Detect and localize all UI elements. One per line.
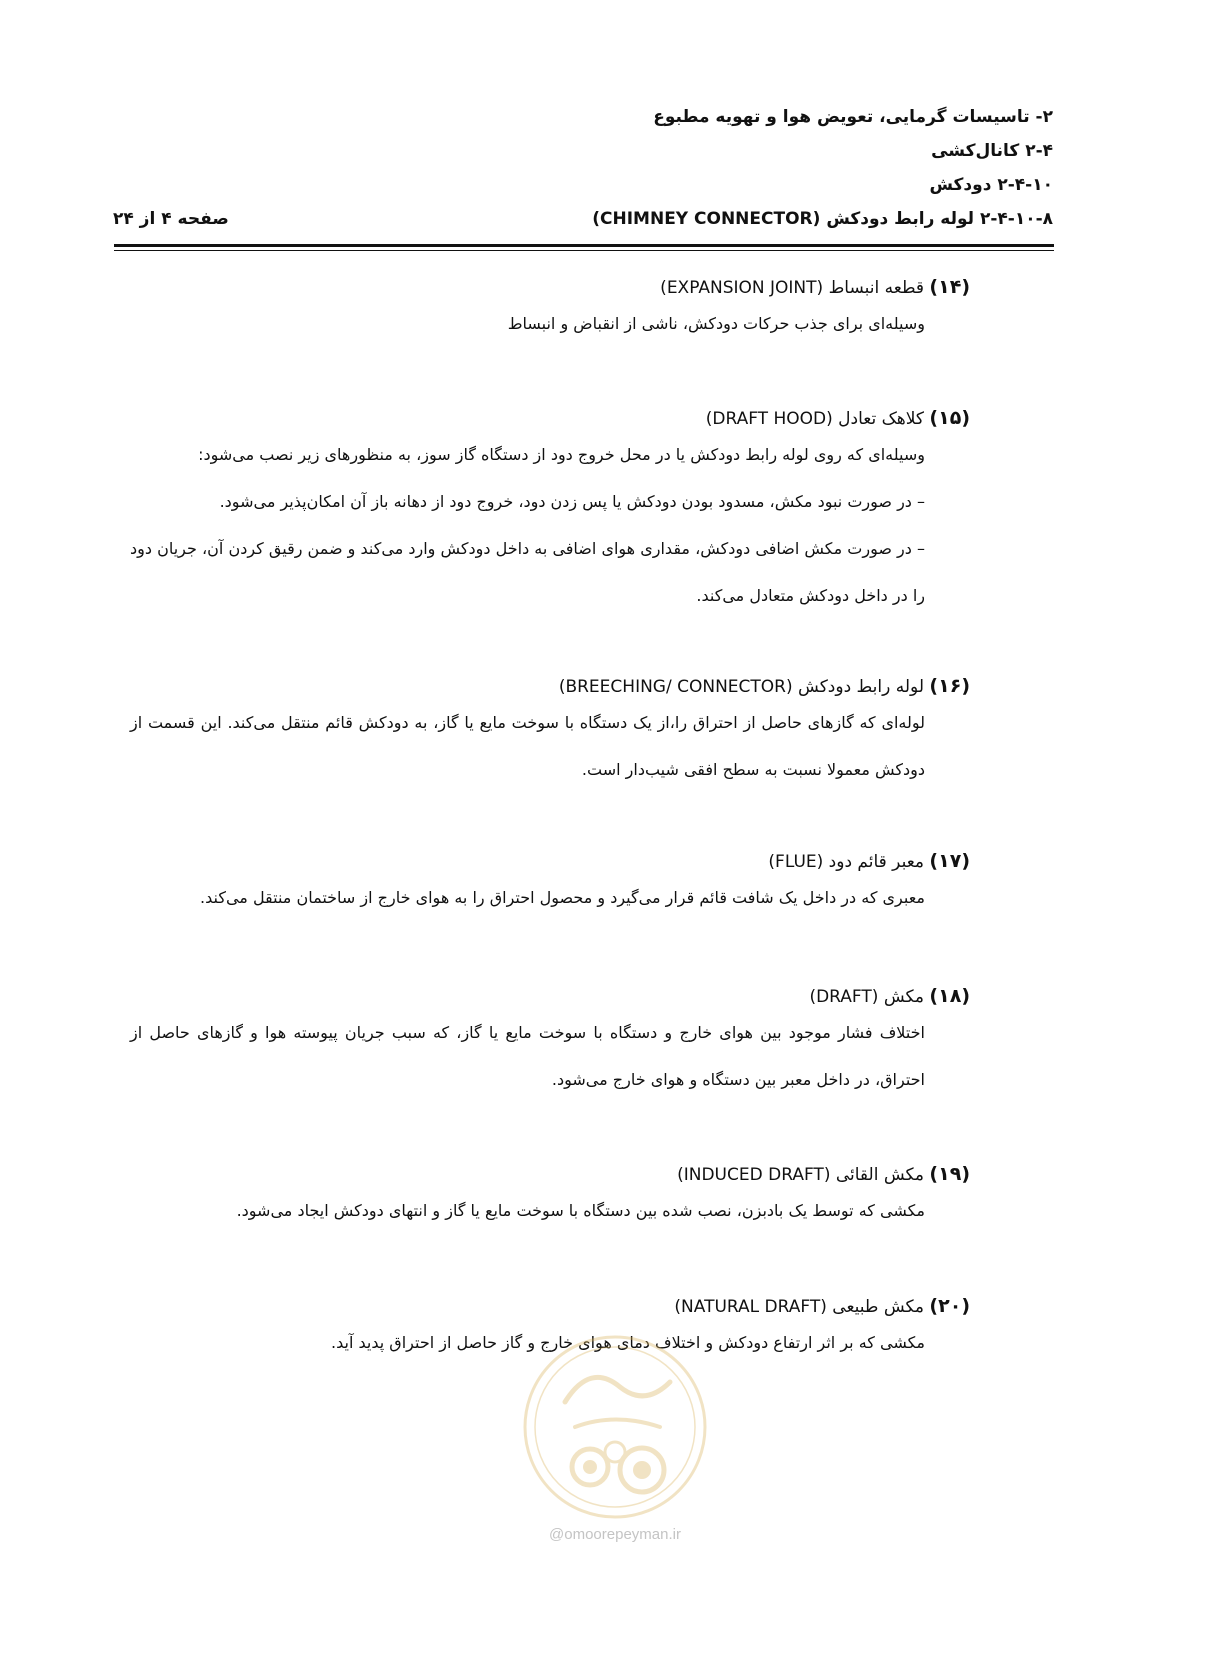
header-chapter: ۲- تاسیسات گرمایی، تعویض هوا و تهویه مطبوع bbox=[653, 107, 1053, 127]
definition-number: (۱۷) bbox=[929, 850, 970, 872]
definition-15 bbox=[130, 406, 970, 619]
definition-term: مکش القائی (INDUCED DRAFT) bbox=[677, 1165, 925, 1185]
definition-heading bbox=[130, 984, 970, 1009]
definition-number: (۱۴) bbox=[929, 276, 970, 298]
definition-heading bbox=[130, 1294, 970, 1319]
definition-number: (۱۶) bbox=[929, 675, 970, 697]
definition-heading bbox=[130, 275, 970, 300]
header-topic: ۲-۴-۱۰-۸ لوله رابط دودکش (CHIMNEY CONNECTOR) bbox=[592, 209, 1053, 229]
definition-16 bbox=[130, 674, 970, 793]
header-rule-thick bbox=[114, 244, 1054, 247]
definition-term: قطعه انبساط (EXPANSION JOINT) bbox=[660, 278, 925, 298]
definition-body bbox=[130, 699, 925, 793]
definition-number: (۲۰) bbox=[929, 1295, 970, 1317]
header-section: ۲-۴ کانال‌کشی bbox=[931, 141, 1053, 161]
definition-body bbox=[130, 431, 925, 619]
header-subsection: ۲-۴-۱۰ دودکش bbox=[929, 175, 1053, 195]
definition-heading bbox=[130, 406, 970, 431]
definition-paragraph: معبری که در داخل یک شافت قائم قرار می‌گیرد و محصول احتراق را به هوای خارج از ساختمان منتقل می‌کند. bbox=[200, 888, 925, 907]
page-header bbox=[113, 106, 1053, 234]
definition-term: مکش طبیعی (NATURAL DRAFT) bbox=[674, 1297, 925, 1317]
definition-heading bbox=[130, 849, 970, 874]
definition-term: لوله رابط دودکش (BREECHING/ CONNECTOR) bbox=[558, 677, 925, 697]
definition-heading bbox=[130, 674, 970, 699]
definition-paragraph: وسیله‌ای که روی لوله رابط دودکش یا در محل خروج دود از دستگاه گاز سوز، به منظورهای زیر نصب می‌شود: bbox=[198, 445, 925, 464]
definition-heading bbox=[130, 1162, 970, 1187]
definition-18 bbox=[130, 984, 970, 1103]
header-rule-thin bbox=[114, 250, 1054, 251]
definition-paragraph: لوله‌ای که گازهای حاصل از احتراق را،از یک دستگاه با سوخت مایع یا گاز، به دودکش قائم منتقل می‌کند. این قسمت از دودکش معمولا نسبت به سطح افقی شیب‌دار است. bbox=[130, 713, 925, 779]
definition-body bbox=[130, 1187, 925, 1234]
definition-paragraph: اختلاف فشار موجود بین هوای خارج و دستگاه با سوخت مایع یا گاز، که سبب جریان پیوسته هوا و گازهای حاصل از احتراق، در داخل معبر بین دستگاه و هوای خارج می‌شود. bbox=[130, 1023, 925, 1089]
definition-paragraph: مکشی که بر اثر ارتفاع دودکش و اختلاف دمای هوای خارج و گاز حاصل از احتراق پدید آید. bbox=[331, 1333, 925, 1352]
page-number: صفحه ۴ از ۲۴ bbox=[113, 209, 229, 229]
definition-bullet: – در صورت مکش اضافی دودکش، مقداری هوای اضافی به داخل دودکش وارد می‌کند و ضمن رقیق کردن آن، جریان دود را در داخل دودکش متعادل می‌کند. bbox=[130, 539, 925, 605]
definition-body bbox=[130, 874, 925, 921]
definition-19 bbox=[130, 1162, 970, 1234]
definition-number: (۱۵) bbox=[929, 407, 970, 429]
watermark-text: @omoorepeyman.ir bbox=[549, 1526, 681, 1543]
definition-number: (۱۸) bbox=[929, 985, 970, 1007]
definition-paragraph: مکشی که توسط یک بادبزن، نصب شده بین دستگاه با سوخت مایع یا گاز و انتهای دودکش ایجاد می‌شود. bbox=[236, 1201, 925, 1220]
watermark-seal-icon bbox=[520, 1332, 710, 1522]
definition-body bbox=[130, 1009, 925, 1103]
definition-paragraph: وسیله‌ای برای جذب حرکات دودکش، ناشی از انقباض و انبساط bbox=[507, 314, 925, 333]
definition-term: مکش (DRAFT) bbox=[809, 987, 925, 1007]
definition-body bbox=[130, 300, 925, 347]
definition-number: (۱۹) bbox=[929, 1163, 970, 1185]
definition-17 bbox=[130, 849, 970, 921]
definition-bullet: – در صورت نبود مکش، مسدود بودن دودکش یا پس زدن دود، خروج دود از دهانه باز آن امکان‌پذیر می‌شود. bbox=[219, 492, 925, 511]
definition-term: معبر قائم دود (FLUE) bbox=[768, 852, 925, 872]
definition-term: کلاهک تعادل (DRAFT HOOD) bbox=[705, 409, 925, 429]
definition-14 bbox=[130, 275, 970, 347]
header-topic-row bbox=[113, 208, 1053, 234]
